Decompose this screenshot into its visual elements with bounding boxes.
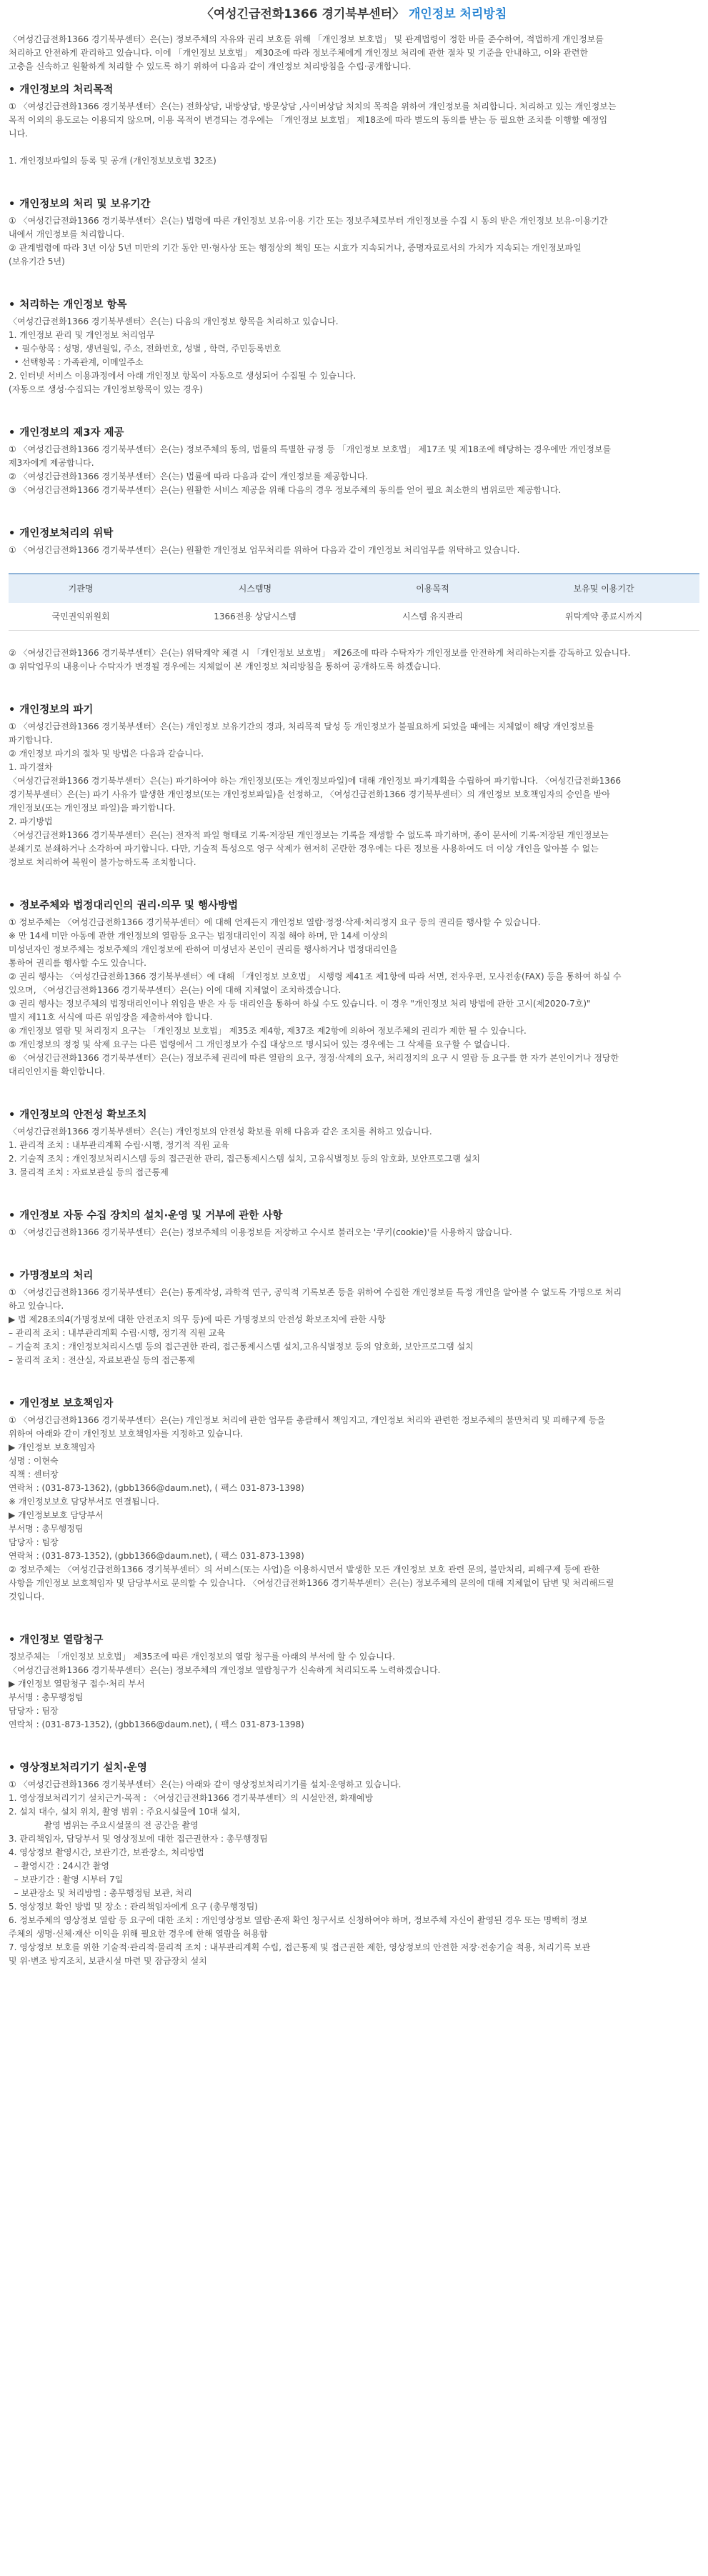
section-text-line: 5. 영상정보 확인 방법 및 장소 : 관리책임자에게 요구 (총무행정팀) [9, 1902, 258, 1912]
section-text-line: ① 〈여성긴급전화1366 경기북부센터〉은(는) 개인정보 보유기간의 경과, 처리목적 달성 등 개인정보가 불필요하게 되었을 때에는 지체없이 해당 개인정보를 [9, 722, 594, 732]
section-text-line: ④ 개인정보 열람 및 처리정지 요구는 「개인정보 보호법」 제35조 제4항, 제37조 제2항에 의하여 정보주체의 권리가 제한 될 수 있습니다. [9, 1026, 527, 1036]
table-cell: 국민권익위원회 [9, 603, 153, 631]
section-text-line: 1. 관리적 조치 : 내부관리계획 수립·시행, 정기적 직원 교육 [9, 1140, 229, 1150]
section-heading [9, 1107, 699, 1123]
table-row [9, 603, 699, 631]
privacy-policy-page [0, 6, 708, 1972]
section-heading [9, 898, 699, 914]
section-text-line: 정보로 처리하여 복원이 불가능하도록 조치합니다. [9, 857, 196, 867]
section-text-line: ▶ 개인정보 보호책임자 [9, 1442, 96, 1452]
section-text-line: ① 〈여성긴급전화1366 경기북부센터〉은(는) 아래와 같이 영상정보처리기기를 설치·운영하고 있습니다. [9, 1779, 402, 1789]
table-header-cell: 기관명 [9, 574, 153, 603]
section-text-line: 분쇄기로 분쇄하거나 소각하여 파기합니다. 다만, 기술적 특성으로 영구 삭제가 현저히 곤란한 경우에는 다른 정보를 사용하여도 더 이상 개인을 알아볼 수 없는 [9, 844, 599, 854]
section-text-line: 위하여 아래와 같이 개인정보 보호책임자를 지정하고 있습니다. [9, 1429, 244, 1439]
policy-section [9, 1268, 699, 1367]
bullet-icon: • [9, 704, 16, 716]
section-heading [9, 1760, 699, 1776]
section-heading-text: 가명정보의 처리 [19, 1270, 94, 1282]
intro-line: 처리하고 안전하게 관리하고 있습니다. 이에 「개인정보 보호법」 제30조에 따라 정보주체에게 개인정보 처리에 관한 절차 및 기준을 안내하고, 이와 관련한 [9, 48, 589, 58]
section-text-line: 7. 영상정보 보호를 위한 기술적·관리적·물리적 조치 : 내부관리계획 수립, 접근통제 및 접근권한 제한, 영상정보의 안전한 저장·전송기술 적용, 처리기록 보관 [9, 1942, 591, 1952]
section-heading [9, 1208, 699, 1224]
policy-section [9, 702, 699, 869]
section-heading [9, 1632, 699, 1648]
bullet-icon: • [9, 1109, 16, 1121]
section-text-line: 2. 인터넷 서비스 이용과정에서 아래 개인정보 항목이 자동으로 생성되어 수집될 수 있습니다. [9, 371, 357, 381]
table-header-cell: 보유및 이용기간 [508, 574, 699, 603]
section-text-line: 하고 있습니다. [9, 1301, 64, 1311]
table-cell: 1366전용 상담시스템 [153, 603, 357, 631]
section-text-line: ⑤ 개인정보의 정정 및 삭제 요구는 다른 법령에서 그 개인정보가 수집 대상으로 명시되어 있는 경우에는 그 삭제를 요구할 수 없습니다. [9, 1039, 510, 1049]
section-text-line: – 기술적 조치 : 개인정보처리시스템 등의 접근권한 관리, 접근통제시스템 설치,고유식별정보 등의 암호화, 보안프로그램 설치 [9, 1342, 474, 1352]
section-heading-text: 개인정보 열람청구 [19, 1634, 104, 1646]
bullet-icon: • [9, 1398, 16, 1409]
section-text-line: 1. 개인정보파일의 등록 및 공개 (개인정보보호법 32조) [9, 156, 216, 166]
section-text-line: 담당자 : 팀장 [9, 1537, 59, 1547]
bullet-icon: • [9, 1762, 16, 1774]
section-text-line: 사항을 개인정보 보호책임자 및 담당부서로 문의할 수 있습니다. 〈여성긴급전화1366 경기북부센터〉은(는) 정보주체의 문의에 대해 지체없이 답변 및 처리해드릴 [9, 1578, 614, 1588]
section-text-line: ③ 위탁업무의 내용이나 수탁자가 변경될 경우에는 지체없이 본 개인정보 처리방침을 통하여 공개하도록 하겠습니다. [9, 662, 442, 672]
section-text-line: 직책 : 센터장 [9, 1469, 59, 1479]
section-heading [9, 526, 699, 541]
section-text-line: ▶ 개인정보보호 담당부서 [9, 1510, 104, 1520]
section-heading-text: 개인정보 보호책임자 [19, 1398, 114, 1409]
section-text-line: ※ 개인정보보호 담당부서로 연결됩니다. [9, 1497, 159, 1507]
section-text-line: ※ 만 14세 미만 아동에 관한 개인정보의 열람등 요구는 법정대리인이 직접 해야 하며, 만 14세 이상의 [9, 931, 388, 941]
section-text-line: (자동으로 생성·수집되는 개인정보항목이 있는 경우) [9, 384, 203, 394]
section-text-line: – 보관기간 : 촬영 시부터 7일 [9, 1874, 124, 1884]
section-heading-text: 개인정보의 안전성 확보조치 [19, 1109, 147, 1121]
table-cell: 시스템 유지관리 [357, 603, 508, 631]
consignment-table [9, 573, 699, 631]
section-text-line: ② 개인정보 파기의 절차 및 방법은 다음과 같습니다. [9, 749, 204, 759]
section-text-line: 것입니다. [9, 1592, 45, 1602]
bullet-icon: • [9, 1634, 16, 1646]
section-text-line: ① 〈여성긴급전화1366 경기북부센터〉은(는) 개인정보 처리에 관한 업무를 총괄해서 책임지고, 개인정보 처리와 관련한 정보주체의 불만처리 및 피해구제 등을 [9, 1415, 606, 1425]
section-text-line: ③ 〈여성긴급전화1366 경기북부센터〉은(는) 원활한 서비스 제공을 위해 다음의 경우 정보주체의 동의를 얻어 필요 최소한의 범위로만 제공합니다. [9, 485, 562, 495]
section-text-line: 〈여성긴급전화1366 경기북부센터〉은(는) 파기하여야 하는 개인정보(또는 개인정보파일)에 대해 개인정보 파기계획을 수립하여 파기합니다. 〈여성긴급전화1366 [9, 776, 622, 786]
section-heading [9, 82, 699, 98]
section-heading-text: 영상정보처리기기 설치·운영 [19, 1762, 147, 1774]
section-heading-text: 처리하는 개인정보 항목 [19, 299, 127, 311]
section-text-line: ② 〈여성긴급전화1366 경기북부센터〉은(는) 법률에 따라 다음과 같이 개인정보를 제공합니다. [9, 471, 369, 481]
bullet-icon: • [9, 427, 16, 439]
intro-paragraph [9, 33, 699, 74]
section-heading-text: 개인정보의 파기 [19, 704, 94, 716]
section-text-line: • 필수항목 : 성명, 생년월일, 주소, 전화번호, 성별 , 학력, 주민등록번호 [9, 344, 281, 354]
section-text-line: ② 권리 행사는 〈여성긴급전화1366 경기북부센터〉에 대해 「개인정보 보호법」 시행령 제41조 제1항에 따라 서면, 전자우편, 모사전송(FAX) 등을 통하여 하실 수 [9, 972, 622, 982]
section-text-line: – 관리적 조치 : 내부관리계획 수립·시행, 정기적 직원 교육 [9, 1328, 226, 1338]
section-text-line: 2. 파기방법 [9, 817, 53, 827]
policy-section [9, 425, 699, 497]
table-header-row [9, 574, 699, 603]
section-text-line: 개인정보(또는 개인정보 파일)을 파기합니다. [9, 803, 176, 813]
section-text-line: 내에서 개인정보를 처리합니다. [9, 229, 125, 239]
bullet-icon: • [9, 900, 16, 912]
section-text-line: ▶ 개인정보 열람청구 접수·처리 부서 [9, 1679, 145, 1689]
section-text-line: ② 〈여성긴급전화1366 경기북부센터〉은(는) 위탁계약 체결 시 「개인정보 보호법」 제26조에 따라 수탁자가 개인정보를 안전하게 처리하는지를 감독하고 있습니다. [9, 648, 631, 658]
section-text-line: 별지 제11호 서식에 따른 위임장을 제출하셔야 합니다. [9, 1012, 213, 1022]
policy-sections [9, 82, 699, 1968]
section-heading [9, 196, 699, 212]
intro-line: 고충을 신속하고 원활하게 처리할 수 있도록 하기 위하여 다음과 같이 개인정보 처리방침을 수립·공개합니다. [9, 61, 412, 71]
section-text-line: 담당자 : 팀장 [9, 1706, 59, 1716]
section-text-line: ② 정보주체는 〈여성긴급전화1366 경기북부센터〉의 서비스(또는 사업)을 이용하시면서 발생한 모든 개인정보 보호 관련 문의, 불만처리, 피해구제 등에 관한 [9, 1564, 600, 1574]
table-header-cell: 이용목적 [357, 574, 508, 603]
section-text-line: 3. 물리적 조치 : 자료보관실 등의 접근통제 [9, 1167, 169, 1177]
section-text-line: ▶ 법 제28조의4(가명정보에 대한 안전조치 의무 등)에 따른 가명정보의 안전성 확보조치에 관한 사항 [9, 1314, 386, 1324]
section-text-line: – 물리적 조치 : 전산실, 자료보관실 등의 접근통제 [9, 1355, 195, 1365]
page-title [9, 6, 699, 23]
bullet-icon: • [9, 528, 16, 539]
section-text-line: – 촬영시간 : 24시간 촬영 [9, 1861, 109, 1871]
section-text-line: 1. 개인정보 관리 및 개인정보 처리업무 [9, 330, 155, 340]
section-text-line: 목적 이외의 용도로는 이용되지 않으며, 이용 목적이 변경되는 경우에는 「개인정보 보호법」 제18조에 따라 별도의 동의를 받는 등 필요한 조치를 이행할 예정입 [9, 115, 608, 125]
section-text-line: 2. 기술적 조치 : 개인정보처리시스템 등의 접근권한 관리, 접근통제시스템 설치, 고유식별정보 등의 암호화, 보안프로그램 설치 [9, 1154, 480, 1164]
intro-line: 〈여성긴급전화1366 경기북부센터〉은(는) 정보주체의 자유와 권리 보호를 위해 「개인정보 보호법」 및 관계법령이 정한 바를 준수하여, 적법하게 개인정보를 [9, 34, 604, 44]
bullet-icon: • [9, 1210, 16, 1222]
section-text-line: 촬영 범위는 주요시설물의 전 공간을 촬영 [9, 1820, 199, 1830]
section-text-line: 파기합니다. [9, 735, 53, 745]
section-text-line: 제3자에게 제공합니다. [9, 458, 94, 468]
section-text-line: 1. 영상정보처리기기 설치근거·목적 : 〈여성긴급전화1366 경기북부센터〉의 시설안전, 화재예방 [9, 1793, 374, 1803]
section-text-line: ③ 권리 행사는 정보주체의 법정대리인이나 위임을 받은 자 등 대리인을 통하여 하실 수도 있습니다. 이 경우 "개인정보 처리 방법에 관한 고시(제2020-7호)" [9, 999, 591, 1009]
policy-section [9, 526, 699, 674]
bullet-icon: • [9, 299, 16, 311]
section-text-line: ① 〈여성긴급전화1366 경기북부센터〉은(는) 정보주체의 이용정보를 저장하고 수시로 불러오는 '쿠키(cookie)'를 사용하지 않습니다. [9, 1227, 512, 1237]
section-heading-text: 개인정보처리의 위탁 [19, 528, 114, 539]
section-text-line: 〈여성긴급전화1366 경기북부센터〉은(는) 전자적 파일 형태로 기록·저장된 개인정보는 기록을 재생할 수 없도록 파기하며, 종이 문서에 기록·저장된 개인정보는 [9, 830, 609, 840]
section-text-line: 및 위·변조 방지조치, 보관시설 마련 및 잠금장치 설치 [9, 1956, 207, 1966]
section-text-line: (보유기간 5년) [9, 256, 65, 266]
section-text-line: 3. 관리책임자, 담당부서 및 영상정보에 대한 접근권한자 : 총무행정팀 [9, 1834, 268, 1844]
policy-section [9, 297, 699, 396]
section-heading [9, 1268, 699, 1284]
bullet-icon: • [9, 199, 16, 210]
section-heading-text: 개인정보 자동 수집 장치의 설치·운영 및 거부에 관한 사항 [19, 1210, 283, 1222]
section-text-line: ② 관계법령에 따라 3년 이상 5년 미만의 기간 동안 민·형사상 또는 행정상의 책임 또는 시효가 지속되거나, 증명자료로서의 가치가 지속되는 개인정보파일 [9, 243, 582, 253]
section-text-line: ⑥ 〈여성긴급전화1366 경기북부센터〉은(는) 정보주체 권리에 따른 열람의 요구, 정정·삭제의 요구, 처리정지의 요구 시 열람 등 요구를 한 자가 본인이거나 정당한 [9, 1053, 619, 1063]
section-text-line: 연락처 : (031-873-1352), (gbb1366@daum.net), ( 팩스 031-873-1398) [9, 1719, 304, 1729]
section-text-line: ① 〈여성긴급전화1366 경기북부센터〉은(는) 통계작성, 과학적 연구, 공익적 기록보존 등을 위하여 수집한 개인정보를 특정 개인을 알아볼 수 없도록 가명으로 처리 [9, 1287, 622, 1297]
page-title-org: 〈여성긴급전화1366 경기북부센터〉 [201, 7, 405, 21]
policy-section [9, 82, 699, 168]
section-text-line: 〈여성긴급전화1366 경기북부센터〉은(는) 다음의 개인정보 항목을 처리하고 있습니다. [9, 316, 339, 326]
section-heading-text: 개인정보의 처리 및 보유기간 [19, 199, 151, 210]
bullet-icon: • [9, 84, 16, 96]
policy-section [9, 196, 699, 269]
section-text-line: 연락처 : (031-873-1352), (gbb1366@daum.net), ( 팩스 031-873-1398) [9, 1551, 304, 1561]
policy-section [9, 1208, 699, 1239]
section-text-line: ① 〈여성긴급전화1366 경기북부센터〉은(는) 정보주체의 동의, 법률의 특별한 규정 등 「개인정보 보호법」 제17조 및 제18조에 해당하는 경우에만 개인정보를 [9, 444, 612, 454]
bullet-icon: • [9, 1270, 16, 1282]
section-text-line: ① 〈여성긴급전화1366 경기북부센터〉은(는) 법령에 따른 개인정보 보유·이용 기간 또는 정보주체로부터 개인정보를 수집 시 동의 받은 개인정보 보유·이용기간 [9, 216, 608, 226]
table-header-cell: 시스템명 [153, 574, 357, 603]
section-text-line: 〈여성긴급전화1366 경기북부센터〉은(는) 정보주체의 개인정보 열람청구가 신속하게 처리되도록 노력하겠습니다. [9, 1665, 441, 1675]
section-text-line: 2. 설치 대수, 설치 위치, 촬영 범위 : 주요시설물에 10대 설치, [9, 1807, 240, 1817]
section-text-line: 4. 영상정보 촬영시간, 보관기간, 보관장소, 처리방법 [9, 1847, 204, 1857]
policy-section [9, 1760, 699, 1968]
policy-section [9, 1632, 699, 1732]
section-text-line: 1. 파기절차 [9, 762, 53, 772]
section-text-line: 6. 정보주체의 영상정보 열람 등 요구에 대한 조치 : 개인영상정보 열람·존재 확인 청구서로 신청하여야 하며, 정보주체 자신이 촬영된 경우 또는 명백히 정보 [9, 1915, 588, 1925]
section-text-line: 부서명 : 총무행정팀 [9, 1524, 84, 1534]
section-heading-text: 개인정보의 제3자 제공 [19, 427, 124, 439]
section-text-line: ① 〈여성긴급전화1366 경기북부센터〉은(는) 원활한 개인정보 업무처리를 위하여 다음과 같이 개인정보 처리업무를 위탁하고 있습니다. [9, 545, 520, 555]
section-text-line: ① 정보주체는 〈여성긴급전화1366 경기북부센터〉에 대해 언제든지 개인정보 열람·정정·삭제·처리정지 요구 등의 권리를 행사할 수 있습니다. [9, 917, 541, 927]
policy-section [9, 898, 699, 1079]
section-text-line: 대리인인지를 확인합니다. [9, 1067, 106, 1077]
section-text-line: 있으며, 〈여성긴급전화1366 경기북부센터〉은(는) 이에 대해 지체없이 조치하겠습니다. [9, 985, 341, 995]
section-text-line: 정보주체는 「개인정보 보호법」 제35조에 따른 개인정보의 열람 청구를 아래의 부서에 할 수 있습니다. [9, 1652, 395, 1662]
section-heading [9, 1396, 699, 1412]
policy-section [9, 1107, 699, 1179]
section-text-line: 주체의 생명·신체·재산 이익을 위해 필요한 경우에 한해 열람을 허용함 [9, 1929, 268, 1939]
policy-section [9, 1396, 699, 1604]
section-heading-text: 정보주체와 법정대리인의 권리·의무 및 행사방법 [19, 900, 239, 912]
section-text-line: 니다. [9, 129, 28, 139]
section-text-line: – 보관장소 및 처리방법 : 총무행정팀 보관, 처리 [9, 1888, 192, 1898]
section-text-line: ① 〈여성긴급전화1366 경기북부센터〉은(는) 전화상담, 내방상담, 방문상담 ,사이버상담 처치의 목적을 위하여 개인정보를 처리합니다. 처리하고 있는 개인정보는 [9, 101, 617, 111]
section-text-line: 미성년자인 정보주체는 정보주체의 개인정보에 관하여 미성년자 본인이 권리를 행사하거나 법정대리인을 [9, 944, 398, 954]
table-cell: 위탁계약 종료시까지 [508, 603, 699, 631]
section-text-line: 연락처 : (031-873-1362), (gbb1366@daum.net), ( 팩스 031-873-1398) [9, 1483, 304, 1493]
section-text-line: 부서명 : 총무행정팀 [9, 1692, 84, 1702]
section-heading-text: 개인정보의 처리목적 [19, 84, 114, 96]
section-text-line: 〈여성긴급전화1366 경기북부센터〉은(는) 개인정보의 안전성 확보를 위해 다음과 같은 조치를 취하고 있습니다. [9, 1127, 432, 1137]
section-heading [9, 297, 699, 313]
page-title-accent: 개인정보 처리방침 [408, 7, 507, 21]
section-text-line: 성명 : 이현숙 [9, 1456, 59, 1466]
section-text-line: 통하여 권리를 행사할 수도 있습니다. [9, 958, 146, 968]
section-text-line: • 선택항목 : 가족관계, 이메일주소 [9, 357, 144, 367]
section-heading [9, 425, 699, 441]
section-text-line: 경기북부센터〉은(는) 파기 사유가 발생한 개인정보(또는 개인정보파일)을 선정하고, 〈여성긴급전화1366 경기북부센터〉의 개인정보 보호책임자의 승인을 받아 [9, 789, 610, 799]
section-heading [9, 702, 699, 718]
